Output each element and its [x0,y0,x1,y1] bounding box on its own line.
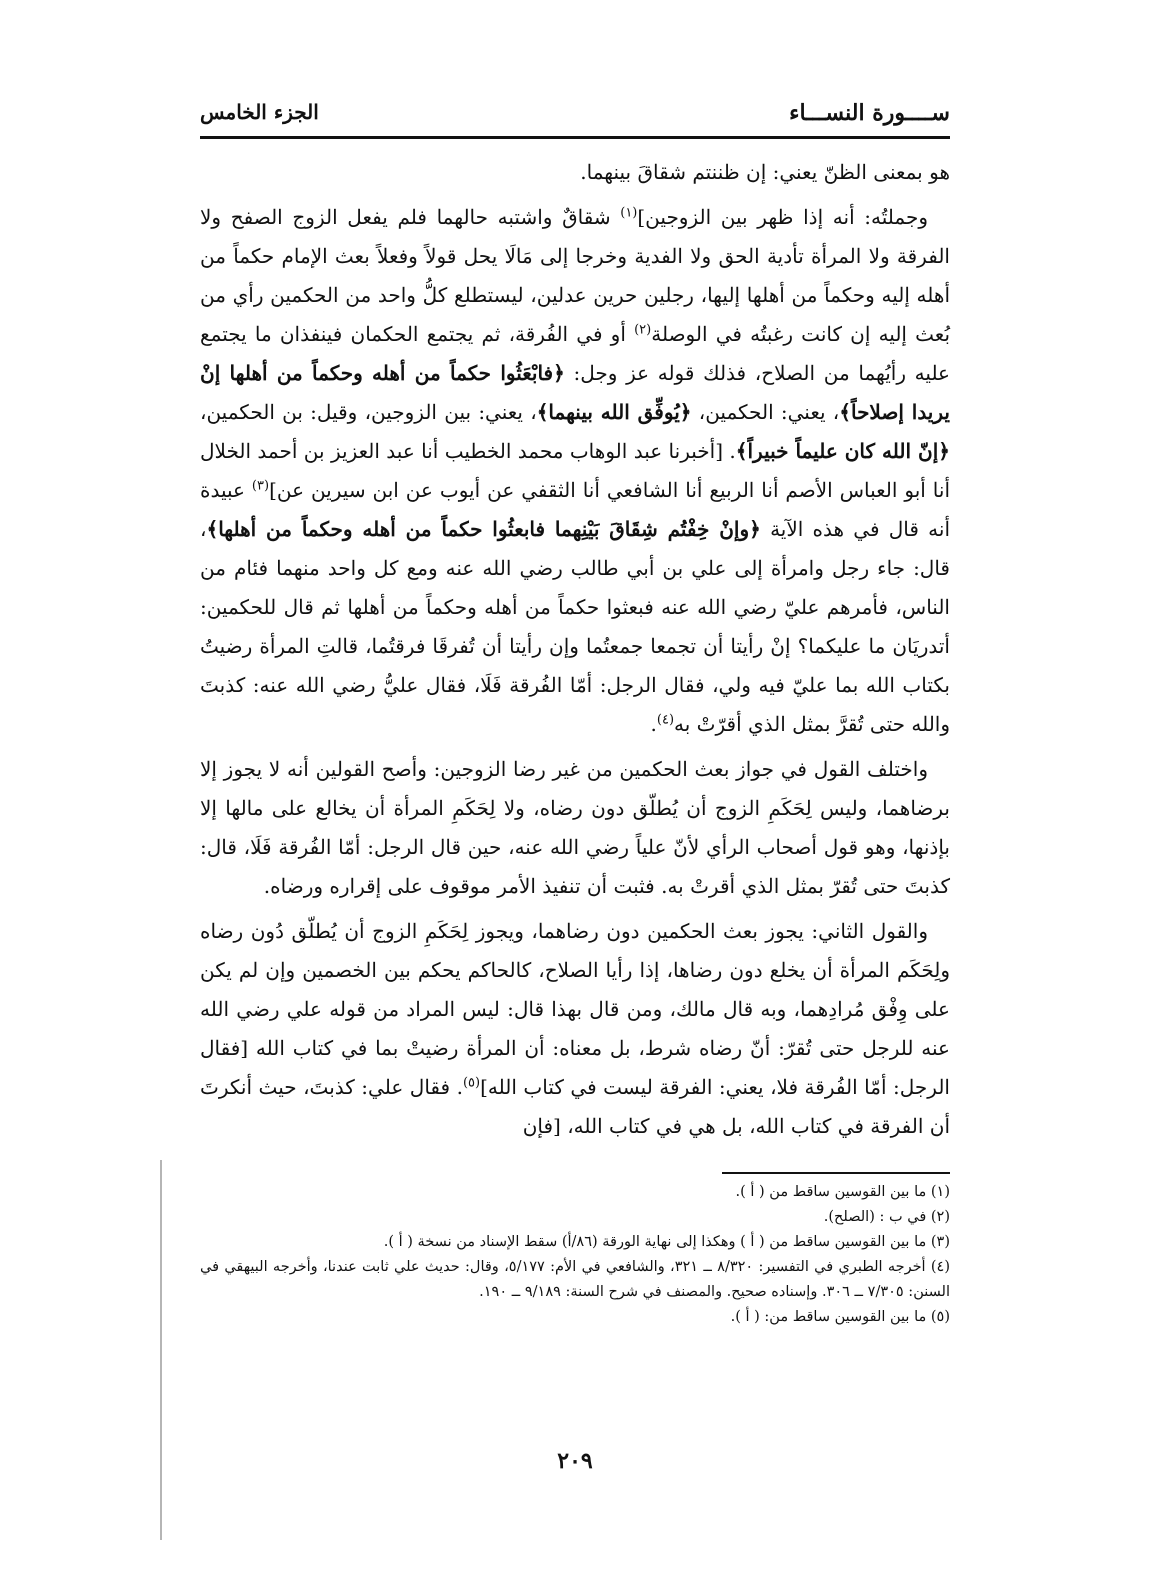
footnote-ref-2: (٢) [634,322,652,338]
running-header [200,96,950,139]
text-segment: ، قال: جاء رجل وامرأة إلى علي بن أبي طالب رضي الله عنه ومع كل واحد منهما فئام من الناس، فأمرهم عليّ رضي الله عنه فبعثوا حكماً من أهله وحكماً من أهلها ثم قال للحكمين: أتدريَان ما عليكما؟ إنْ رأيتا أن تجمعا جمعتُما وإن رأيتا أن تُفرقَا فرقتُما، قالتِ المرأة رضيتُ بكتاب الله بما عليّ فيه ولي، فقال الرجل: أمّا الفُرقة فَلَا، فقال عليُّ رضي الله عنه: كذبتَ والله حتى تُقرَّ بمثل الذي أقرّتْ به [200,517,950,736]
text-segment: . [650,712,657,736]
text-segment: عبيدة أنه قال في هذه الآية [200,478,951,541]
page-number: ٢٠٩ [557,1448,593,1474]
footnotes [200,1180,950,1330]
paragraph-2 [200,198,950,744]
document-page [200,96,950,1516]
text-segment: أو في الفُرقة، ثم يجتمع الحكمان فينفذان ما يجتمع عليه رأيُهما من الصلاح، فذلك قوله عز وجل: [200,322,950,385]
text-segment: ، يعني: بين الزوجين، وقيل: بن الحكمين، [200,400,537,424]
footnote-2: (٢) في ب : (الصلح). [823,1209,950,1225]
footnote-divider [722,1172,950,1174]
quran-quote: ﴿يُوفِّق الله بينهما﴾ [536,400,692,424]
text-segment: والقول الثاني: يجوز بعث الحكمين دون رضاهما، ويجوز لِحَكَمِ الزوج أن يُطلّق دُون رضاه ولِحَكَم المرأة أن يخلع دون رضاها، إذا رأيا الصلاح، كالحاكم يحكم بين الخصمين وإن لم يكن على وِفْق مُرادِهما، وبه قال مالك، ومن قال بهذا قال: ليس المراد من قوله علي رضي الله عنه للرجل حتى تُقرّ: أنّ رضاه شرط، بل معناه: أن المرأة رضيتْ بما في كتاب الله [فقال الرجل: أمّا الفُرقة فلا، يعني: الفرقة ليست في كتاب الله] [200,919,950,1099]
text-segment: . [أخبرنا عبد الوهاب محمد الخطيب أنا عبد العزيز بن أحمد الخلال أنا أبو العباس الأصم أنا الربيع أنا الشافعي أنا الثقفي عن أيوب عن ابن سيرين عن] [200,439,950,502]
paragraph-1: هو بمعنى الظنّ يعني: إن ظننتم شقاقَ بينهما. [580,160,950,184]
text-segment: شقاقٌ واشتبه حالهما فلم يفعل الزوج الصفح ولا الفرقة ولا المرأة تأدية الحق ولا الفدية وخرجا إلى مَالَا يحل قولاً وفعلاً بعث الإمام حكماً من أهله إليه وحكماً من أهلها إليها، رجلين حرين عدلين، ليستطلع كلُّ واحد من الحكمين رأي من بُعث إليه إن كانت رغبتُه في الوصلة [200,205,951,346]
footnote-3: (٣) ما بين القوسين ساقط من ( أ ) وهكذا إلى نهاية الورقة (٨٦/أ) سقط الإسناد من نسخة ( أ ). [383,1234,950,1250]
paragraph-4 [200,912,950,1146]
text-segment: . فقال علي: كذبتَ، حيث أنكرتَ أن الفرقة في كتاب الله، بل هي في كتاب الله، [فإن [200,1075,950,1138]
footnote-ref-1: (١) [620,205,638,221]
footnote-ref-4: (٤) [656,712,675,728]
footnote-5: (٥) ما بين القوسين ساقط من: ( أ ). [730,1309,950,1325]
text-segment: ، يعني: الحكمين، [691,400,840,424]
part-title: الجزء الخامس [200,100,319,124]
quran-quote: ﴿إنّ الله كان عليماً خبيراً﴾ [735,439,950,463]
footnote-4: (٤) أخرجه الطبري في التفسير: ٨/٣٢٠ ــ ٣٢١، والشافعي في الأم: ٥/١٧٧، وقال: حديث علي ثابت عندنا، وأخرجه البيهقي في السنن: ٧/٣٠٥ ــ ٣٠٦. وإسناده صحيح. والمصنف في شرح السنة: ٩/١٨٩ ــ ١٩٠. [200,1259,951,1300]
footnote-ref-5: (٥) [462,1075,481,1091]
footnote-1: (١) ما بين القوسين ساقط من ( أ ). [735,1184,950,1200]
text-segment: وجملتُه: أنه إذا ظهر بين الزوجين] [637,205,928,229]
scan-margin-line [160,1160,162,1540]
surah-title: ســــورة النســـاء [789,100,950,126]
quran-quote: ﴿فابْعَثُوا حكماً من أهله وحكماً من أهلها إنْ يريدا إصلاحاً﴾ [200,361,950,424]
paragraph-3: واختلف القول في جواز بعث الحكمين من غير رضا الزوجين: وأصح القولين أنه لا يجوز إلا برضاهما، وليس لِحَكَمِ الزوج أن يُطلّق دون رضاه، ولا لِحَكَمِ المرأة أن يخالع على مالها إلا بإذنها، وهو قول أصحاب الرأي لأنّ علياً رضي الله عنه، حين قال الرجل: أمّا الفُرقة فَلَا، قال: كذبتَ حتى تُقرّ بمثل الذي أقرتْ به. فثبت أن تنفيذ الأمر موقوف على إقراره ورضاه. [200,757,950,898]
footnote-ref-3: (٣) [251,478,270,494]
quran-quote: ﴿وإنْ خِفْتُم شِقَاقَ بَيْنِهما فابعثُوا حكماً من أهله وحكماً من أهلها﴾ [206,517,761,541]
main-text [200,153,950,1146]
